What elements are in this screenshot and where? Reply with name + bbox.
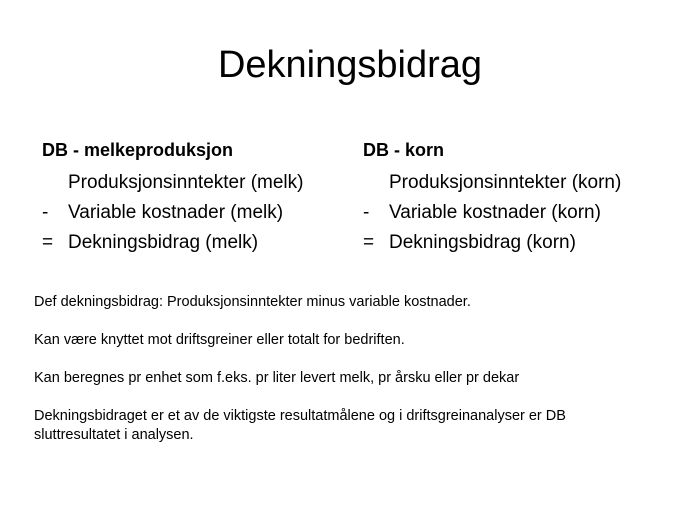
formula-line-contribution — [363, 228, 683, 258]
minus-operator: - — [42, 202, 49, 223]
unit-paragraph: Kan beregnes pr enhet som f.eks. pr liter levert melk, pr årsku eller pr dekar — [34, 370, 520, 386]
revenue-term: Produksjonsinntekter (melk) — [68, 172, 304, 193]
definition-paragraph: Def dekningsbidrag: Produksjonsinntekter minus variable kostnader. — [34, 294, 471, 310]
revenue-term: Produksjonsinntekter (korn) — [389, 172, 622, 193]
slide-title: Dekningsbidrag — [217, 44, 483, 86]
formula-line-revenue — [42, 168, 352, 198]
contribution-term: Dekningsbidrag (korn) — [389, 232, 576, 253]
importance-line-1: Dekningsbidraget er et av de viktigste resultatmålene og i driftsgreinanalyser er DB — [34, 408, 566, 424]
contribution-term: Dekningsbidrag (melk) — [68, 232, 259, 253]
formula-line-revenue — [363, 168, 683, 198]
scope-paragraph: Kan være knyttet mot driftsgreiner eller totalt for bedriften. — [34, 332, 405, 348]
equals-operator: = — [363, 232, 375, 253]
db-grain-heading: DB - korn — [363, 140, 444, 160]
formula-line-contribution — [42, 228, 352, 258]
importance-paragraph — [34, 407, 674, 445]
explanation-text — [34, 293, 674, 464]
variable-costs-term: Variable kostnader (melk) — [68, 202, 284, 223]
db-milk-heading: DB - melkeproduksjon — [42, 140, 234, 160]
equals-operator: = — [42, 232, 54, 253]
variable-costs-term: Variable kostnader (korn) — [389, 202, 601, 223]
formula-line-variable-costs — [363, 198, 683, 228]
formula-line-variable-costs — [42, 198, 352, 228]
importance-line-2: sluttresultatet i analysen. — [34, 427, 194, 443]
minus-operator: - — [363, 202, 370, 223]
db-grain-column — [363, 138, 683, 258]
db-milk-column — [42, 138, 352, 258]
